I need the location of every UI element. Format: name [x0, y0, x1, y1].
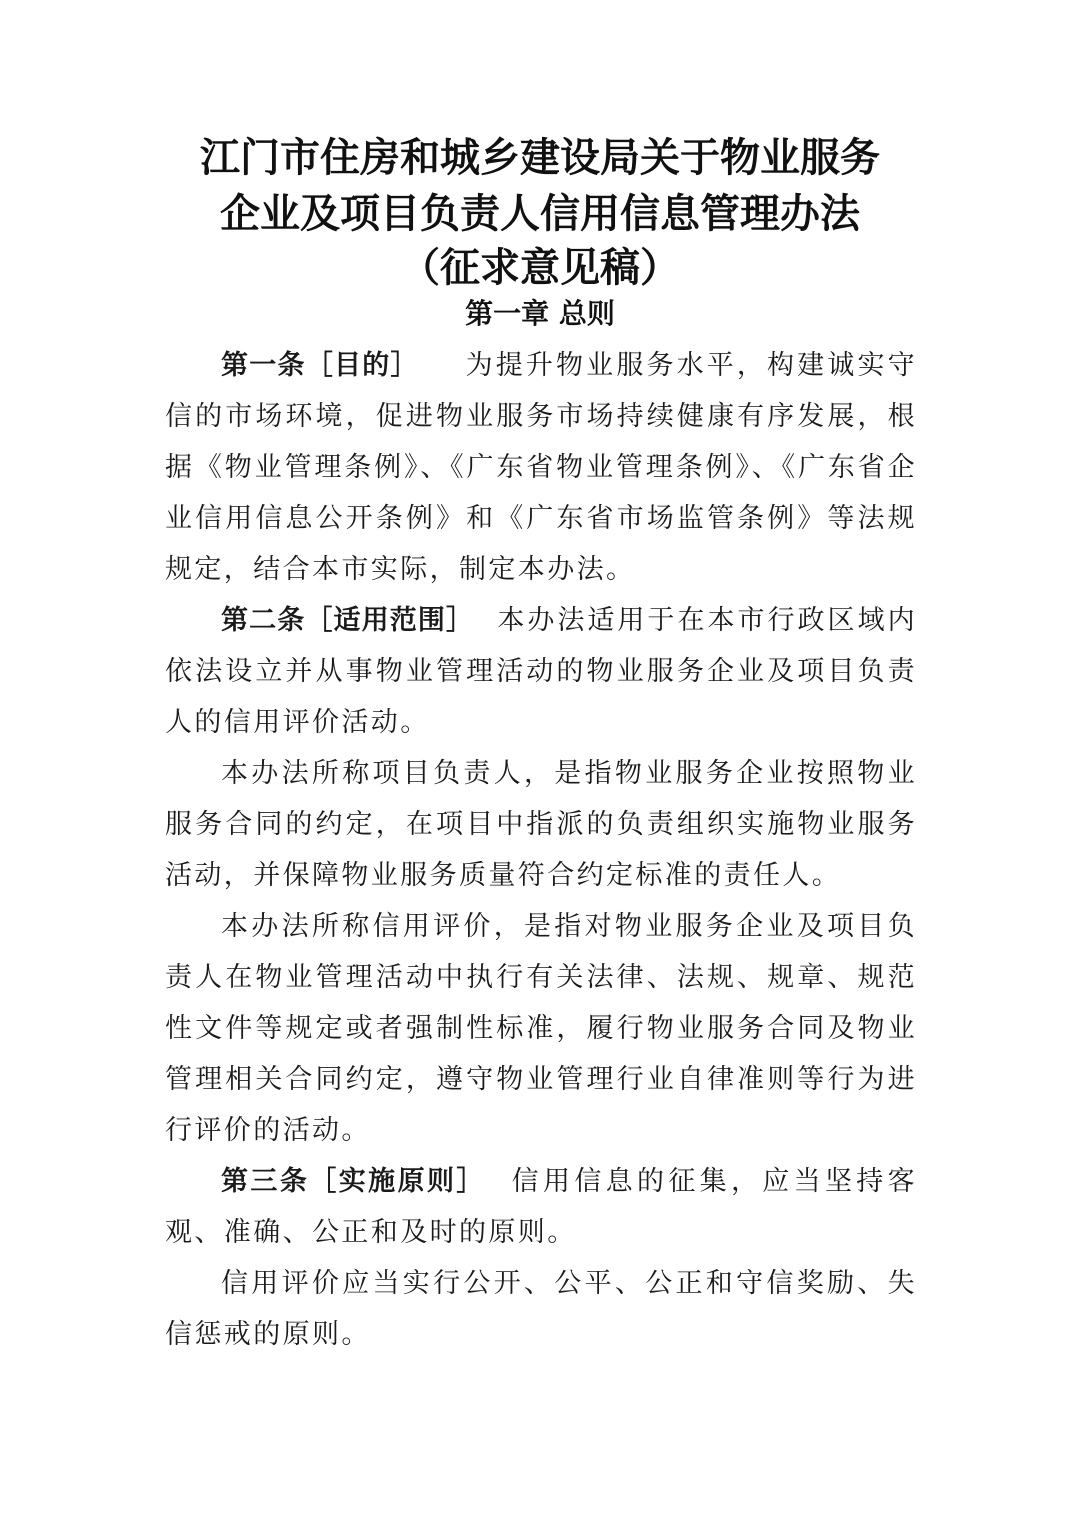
- article-2-paragraph: [165, 595, 917, 748]
- document-title-line-1: 江门市住房和城乡建设局关于物业服务: [200, 134, 880, 181]
- evaluation-principles-paragraph: 信用评价应当实行公开、公平、公正和守信奖励、失信惩戒的原则。: [165, 1268, 917, 1350]
- document-title-line-2: 企业及项目负责人信用信息管理办法: [220, 190, 860, 237]
- article-3-label: 第三条［实施原则］: [221, 1166, 486, 1197]
- article-1-label: 第一条［目的］: [221, 350, 419, 381]
- document-title-line-3: （征求意见稿）: [400, 244, 680, 291]
- credit-evaluation-definition-paragraph: 本办法所称信用评价，是指对物业服务企业及项目负责人在物业管理活动中执行有关法律、法规、规章、规范性文件等规定或者强制性标准，履行物业服务合同及物业管理相关合同约定，遵守物业管理行业自律准则等行为进行评价的活动。: [165, 911, 917, 1146]
- document-body: [165, 340, 917, 1360]
- article-3-paragraph: [165, 1156, 917, 1258]
- article-2-text: 本办法适用于在本市行政区域内依法设立并从事物业管理活动的物业服务企业及项目负责人的信用评价活动。: [165, 605, 917, 738]
- project-leader-definition-paragraph: 本办法所称项目负责人，是指物业服务企业按照物业服务合同的约定，在项目中指派的负责组织实施物业服务活动，并保障物业服务质量符合约定标准的责任人。: [165, 758, 917, 891]
- article-3-text: 信用信息的征集，应当坚持客观、准确、公正和及时的原则。: [165, 1166, 918, 1248]
- article-1-text: 为提升物业服务水平，构建诚实守信的市场环境，促进物业服务市场持续健康有序发展，根据《物业管理条例》、《广东省物业管理条例》、《广东省企业信用信息公开条例》和《广东省市场监管条例》等法规规定，结合本市实际，制定本办法。: [165, 350, 917, 585]
- article-2-label: 第二条［适用范围］: [221, 605, 475, 636]
- article-1-paragraph: [165, 340, 917, 595]
- chapter-heading: 第一章 总则: [465, 297, 615, 330]
